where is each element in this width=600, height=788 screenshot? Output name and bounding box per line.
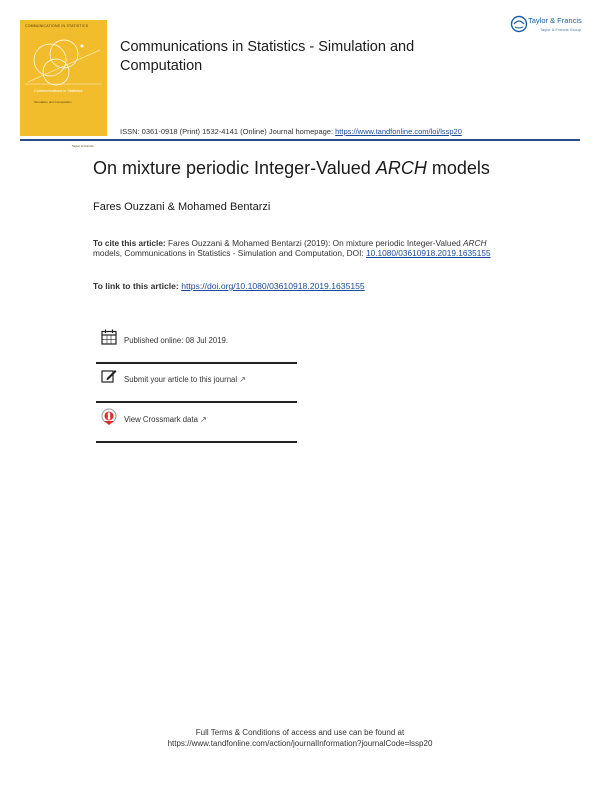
cover-title: Communications in Statistics bbox=[34, 89, 83, 93]
link-label: To link to this article: bbox=[93, 281, 182, 291]
cover-publisher: Taylor & Francis bbox=[72, 144, 94, 148]
issn-line bbox=[120, 127, 462, 136]
footer-terms-text: Full Terms & Conditions of access and use can be found at bbox=[195, 728, 405, 737]
published-online-row bbox=[96, 329, 297, 369]
cover-subtitle: Simulation and Computation bbox=[34, 100, 72, 104]
crossmark-link[interactable]: View Crossmark data ↗ bbox=[124, 415, 207, 424]
journal-title[interactable]: Communications in Statistics - Simulation and Computation bbox=[120, 39, 415, 74]
article-doi-link[interactable]: https://doi.org/10.1080/03610918.2019.1635155 bbox=[181, 281, 365, 291]
external-link-icon: ↗ bbox=[200, 415, 207, 424]
publisher-tagline: Taylor & Francis Group bbox=[540, 27, 581, 32]
journal-cover[interactable] bbox=[20, 20, 107, 148]
row-divider bbox=[96, 441, 297, 443]
cover-art-icon bbox=[20, 20, 107, 136]
footer bbox=[0, 727, 600, 749]
submit-article-row[interactable] bbox=[96, 368, 297, 408]
cover-header-text: COMMUNICATIONS IN STATISTICS bbox=[25, 24, 89, 28]
issn-text: ISSN: 0361-0918 (Print) 1532-4141 (Online) Journal homepage: bbox=[120, 127, 336, 136]
published-date: Published online: 08 Jul 2019. bbox=[124, 336, 229, 345]
crossmark-row[interactable] bbox=[96, 408, 297, 448]
citation-doi-link[interactable]: 10.1080/03610918.2019.1635155 bbox=[366, 248, 491, 259]
publisher-name: Taylor & Francis bbox=[528, 16, 582, 25]
citation-block: To cite this article: Fares Ouzzani & Mohamed Bentarzi (2019): On mixture periodic Integer-Valued ARCH models, Communications in Statistics - Simulation and Computation, DOI: 10.1080/03610918.2019.1635155 bbox=[93, 238, 491, 259]
submit-article-link[interactable]: Submit your article to this journal ↗ bbox=[124, 375, 246, 384]
edit-pencil-icon bbox=[101, 368, 117, 384]
article-link-line bbox=[93, 281, 365, 291]
row-divider bbox=[96, 401, 297, 403]
external-link-icon: ↗ bbox=[239, 375, 246, 384]
article-title: On mixture periodic Integer-Valued ARCH models bbox=[93, 158, 490, 178]
crossmark-icon bbox=[101, 408, 117, 426]
row-divider bbox=[96, 362, 297, 364]
citation-label: To cite this article: bbox=[93, 238, 166, 248]
footer-terms-link[interactable]: https://www.tandfonline.com/action/journalInformation?journalCode=lssp20 bbox=[167, 739, 433, 748]
authors: Fares Ouzzani & Mohamed Bentarzi bbox=[93, 201, 271, 213]
header-divider bbox=[20, 139, 580, 141]
calendar-icon bbox=[101, 329, 117, 345]
journal-homepage-link[interactable]: https://www.tandfonline.com/loi/lssp20 bbox=[335, 127, 462, 136]
